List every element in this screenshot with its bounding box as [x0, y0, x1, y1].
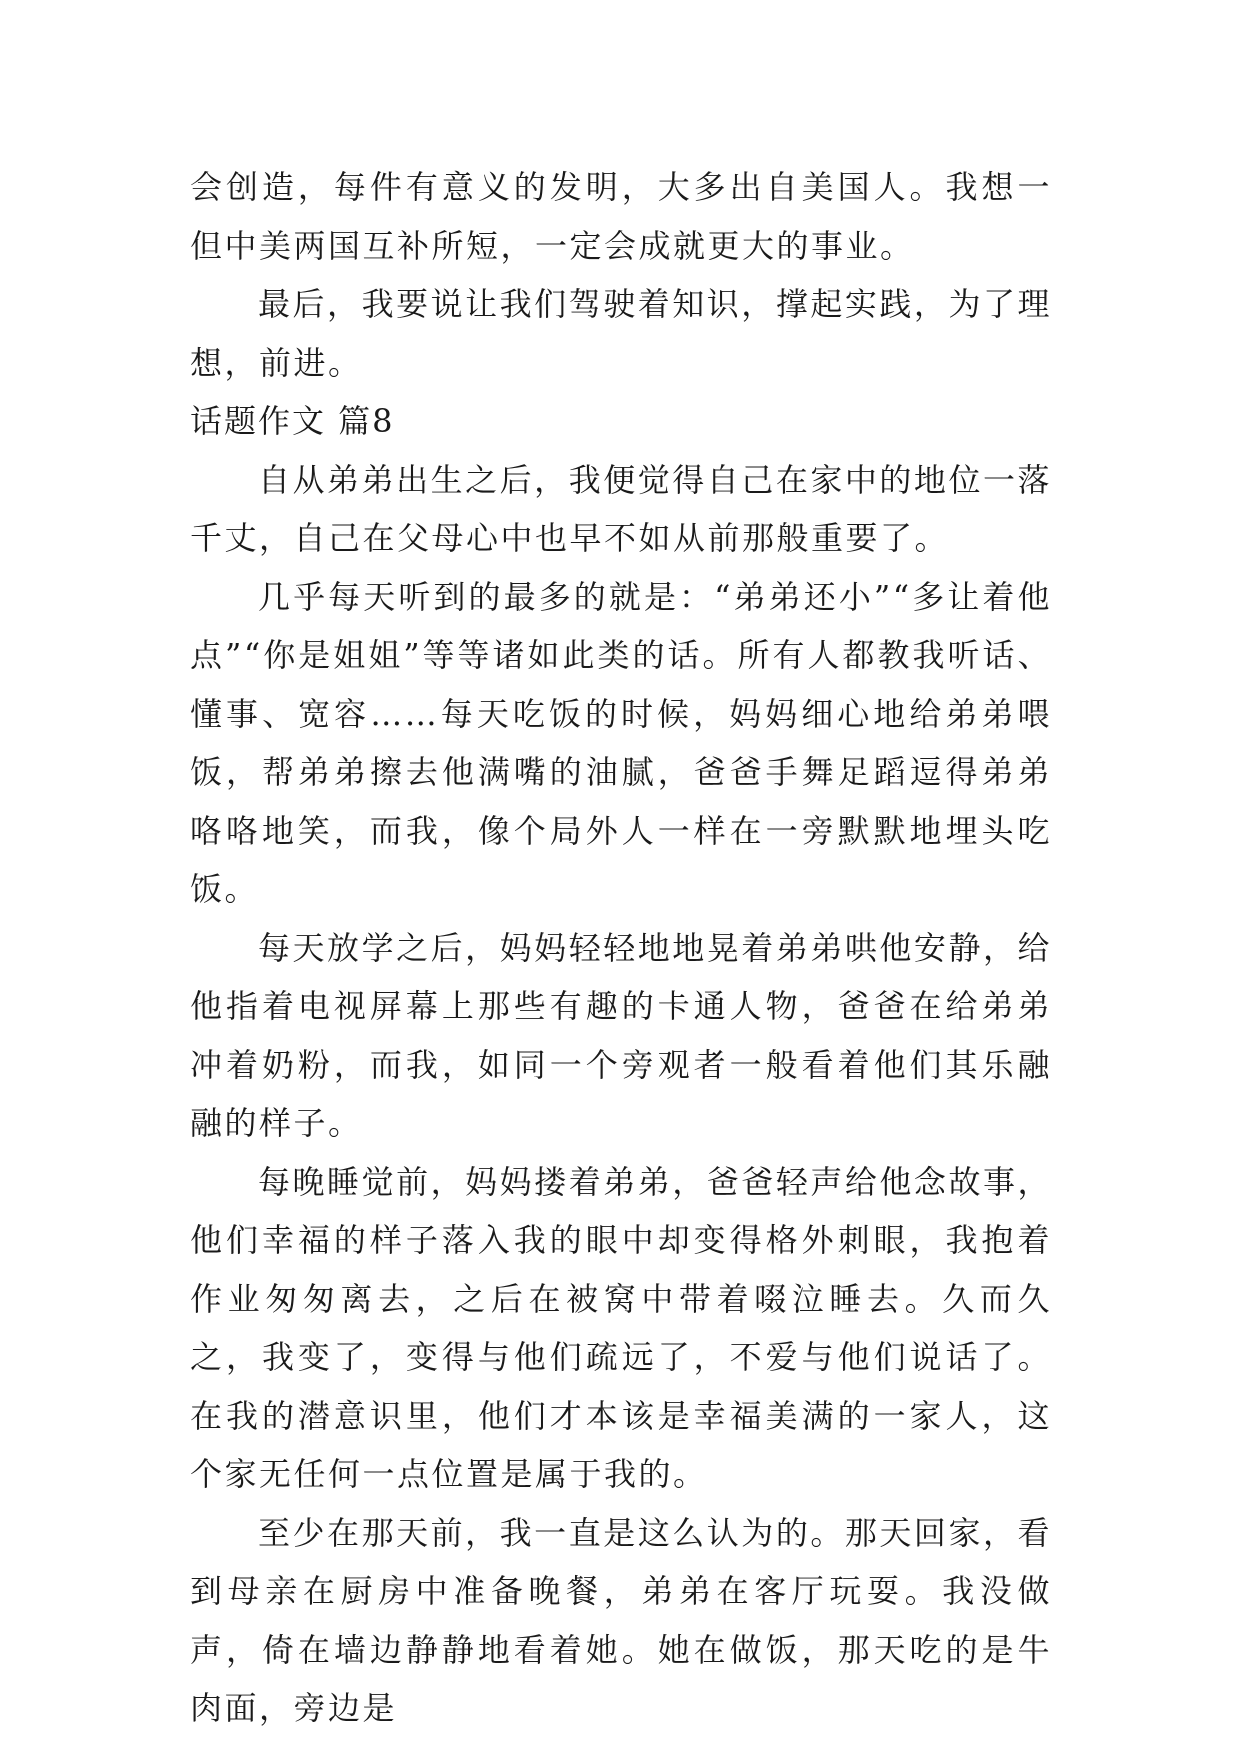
paragraph-bedtime: 每晚睡觉前，妈妈搂着弟弟，爸爸轻声给他念故事，他们幸福的样子落入我的眼中却变得格外刺眼，我抱着作业匆匆离去，之后在被窝中带着啜泣睡去。久而久之，我变了，变得与他们疏远了，不爱与他们说话了。在我的潜意识里，他们才本该是幸福美满的一家人，这个家无任何一点位置是属于我的。 — [190, 1162, 1052, 1493]
paragraph-daily-life: 几乎每天听到的最多的就是：“弟弟还小”“多让着他点”“你是姐姐”等等诸如此类的话。所有人都教我听话、懂事、宽容……每天吃饭的时候，妈妈细心地给弟弟喂饭，帮弟弟擦去他满嘴的油腻，爸爸手舞足蹈逗得弟弟咯咯地笑，而我，像个局外人一样在一旁默默地埋头吃饭。 — [190, 577, 1052, 908]
document-page — [190, 158, 1052, 1738]
section-heading: 话题作文 篇8 — [190, 402, 395, 440]
paragraph-intro: 自从弟弟出生之后，我便觉得自己在家中的地位一落千丈，自己在父母心中也早不如从前那般重要了。 — [190, 460, 1052, 557]
paragraph-conclusion: 最后，我要说让我们驾驶着知识，撑起实践，为了理想，前进。 — [190, 285, 1052, 382]
paragraph-continuation: 会创造，每件有意义的发明，大多出自美国人。我想一但中美两国互补所短，一定会成就更大的事业。 — [190, 168, 1052, 265]
paragraph-that-day: 至少在那天前，我一直是这么认为的。那天回家，看到母亲在厨房中准备晚餐，弟弟在客厅玩耍。我没做声，倚在墙边静静地看着她。她在做饭，那天吃的是牛肉面，旁边是 — [190, 1513, 1052, 1727]
paragraph-after-school: 每天放学之后，妈妈轻轻地地晃着弟弟哄他安静，给他指着电视屏幕上那些有趣的卡通人物，爸爸在给弟弟冲着奶粉，而我，如同一个旁观者一般看着他们其乐融融的样子。 — [190, 928, 1052, 1142]
